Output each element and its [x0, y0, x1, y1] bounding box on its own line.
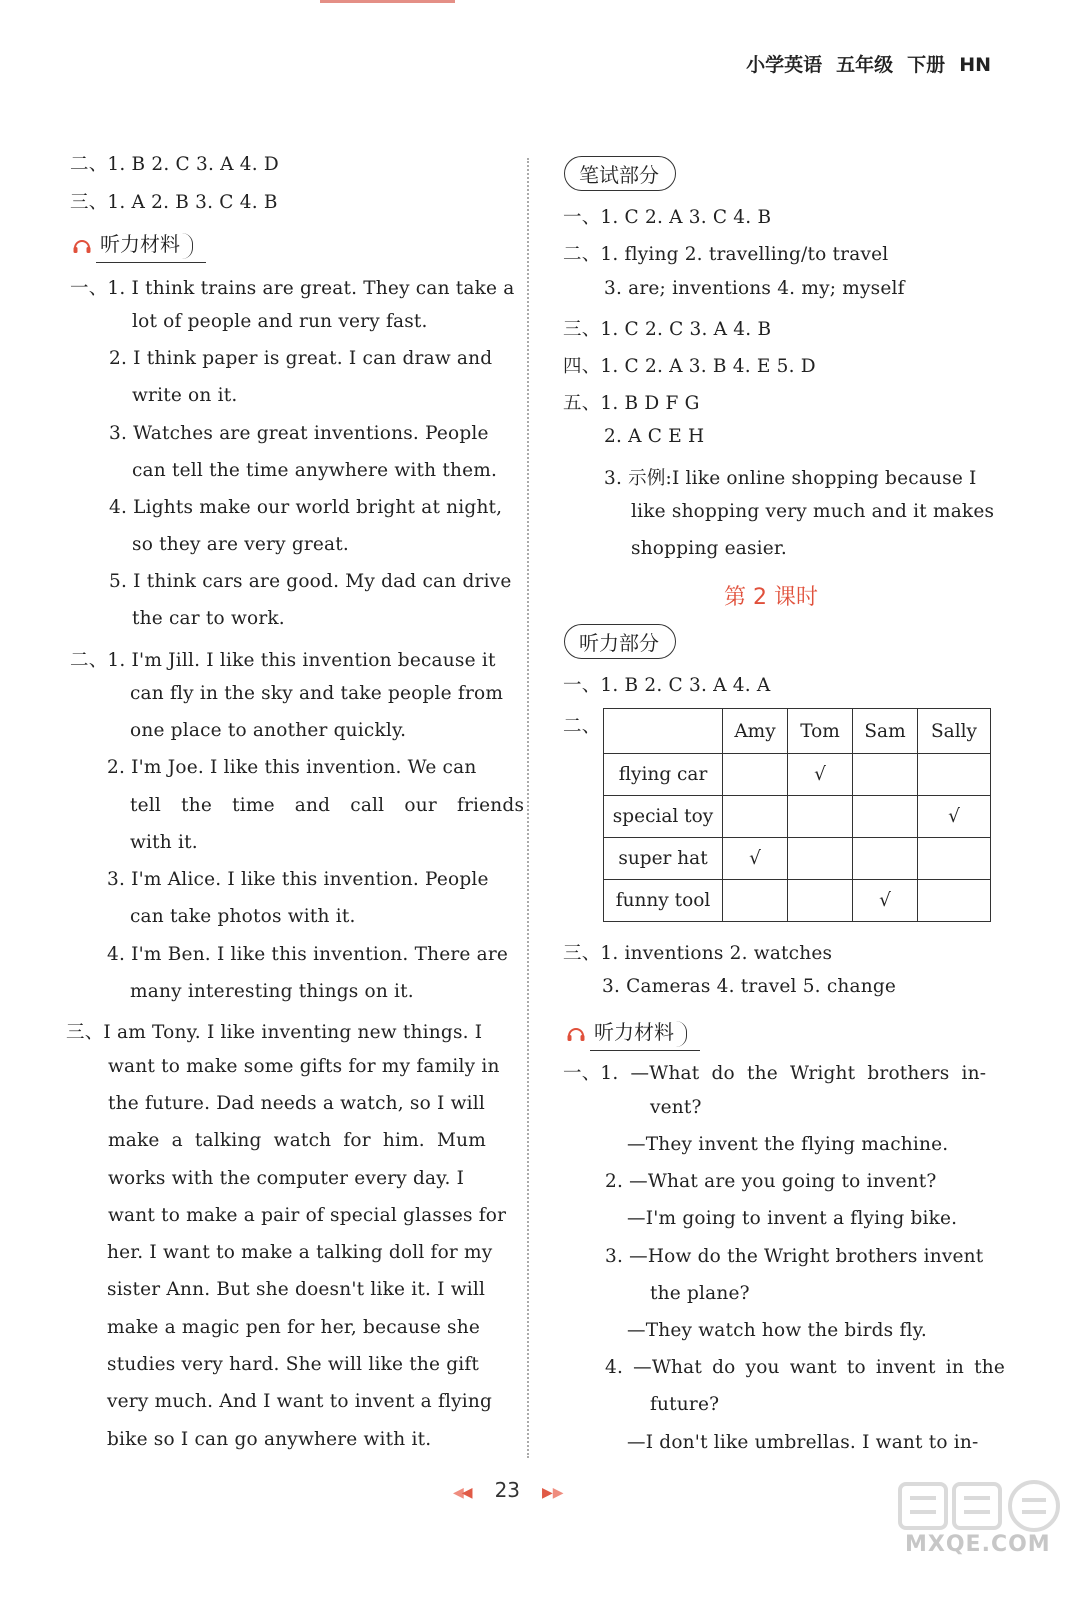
answer-line: 二、1. B 2. C 3. A 4. D	[70, 154, 279, 175]
table-cell: flying car	[604, 754, 723, 796]
headphone-icon	[566, 1024, 586, 1042]
table-cell: √	[918, 796, 991, 838]
text-line: —I don't like umbrellas. I want to in-	[627, 1432, 979, 1453]
header-grade: 五年级	[836, 54, 894, 76]
text-line: can fly in the sky and take people from	[130, 683, 504, 704]
text-line: the plane?	[650, 1283, 750, 1304]
text-line: 一、1. —What do the Wright brothers in-	[563, 1063, 987, 1084]
text-line: 二、1. I'm Jill. I like this invention because it	[70, 650, 496, 671]
table-header-cell: Tom	[788, 709, 853, 754]
next-arrow-icon[interactable]: ▶	[552, 1485, 562, 1501]
text-line: want to make some gifts for my family in	[108, 1056, 500, 1077]
lesson-heading: 第 2 课时	[724, 585, 818, 610]
table-cell	[918, 754, 991, 796]
header-edition: HN	[959, 54, 991, 76]
text-line: the future. Dad needs a watch, so I will	[108, 1093, 485, 1114]
table-header-cell: Amy	[723, 709, 788, 754]
text-line: her. I want to make a talking doll for my	[107, 1242, 493, 1263]
answer-line: 一、1. B 2. C 3. A 4. A	[563, 675, 771, 696]
text-line: 2. I'm Joe. I like this invention. We can	[107, 757, 477, 778]
text-line: 2. —What are you going to invent?	[605, 1171, 937, 1192]
table-cell: √	[788, 754, 853, 796]
watermark-text: MXQE.COM	[905, 1532, 1051, 1557]
table-cell: √	[723, 838, 788, 880]
table-cell: √	[853, 880, 918, 922]
table-header-cell: Sam	[853, 709, 918, 754]
table-cell	[918, 838, 991, 880]
table-label: 二、	[563, 716, 601, 737]
column-divider	[527, 158, 529, 1458]
text-line: 4. I'm Ben. I like this invention. There are	[107, 944, 509, 965]
text-line: 4. Lights make our world bright at night,	[109, 497, 503, 518]
answer-line: 3. 示例:I like online shopping because I	[604, 468, 977, 489]
text-line: 5. I think cars are good. My dad can drive	[109, 571, 512, 592]
answer-line: 二、1. flying 2. travelling/to travel	[563, 244, 889, 265]
text-line: lot of people and run very fast.	[132, 311, 428, 332]
tag-label: 听力材料	[594, 1020, 674, 1044]
text-line: can tell the time anywhere with them.	[132, 460, 498, 481]
text-line: can take photos with it.	[130, 906, 356, 927]
page-number-nav	[453, 1478, 562, 1502]
text-line: one place to another quickly.	[130, 720, 407, 741]
answer-line: 五、1. B D F G	[563, 393, 700, 414]
answer-line: 3. are; inventions 4. my; myself	[604, 278, 905, 299]
text-line: with it.	[130, 832, 198, 853]
answer-line: 3. Cameras 4. travel 5. change	[602, 976, 897, 997]
text-line: many interesting things on it.	[130, 981, 414, 1002]
table-cell	[853, 754, 918, 796]
listening-section-pill: 听力部分	[564, 624, 676, 659]
text-line: —They watch how the birds fly.	[627, 1320, 927, 1341]
text-line: make a talking watch for him. Mum	[108, 1130, 486, 1151]
table-header-cell: Sally	[918, 709, 991, 754]
table-cell: special toy	[604, 796, 723, 838]
headphone-icon	[72, 236, 92, 254]
answer-table	[603, 708, 991, 922]
table-cell	[723, 880, 788, 922]
text-line: 4. —What do you want to invent in the	[605, 1357, 1005, 1378]
table-cell	[853, 838, 918, 880]
text-line: write on it.	[132, 385, 238, 406]
table-row	[604, 754, 991, 796]
text-line: make a magic pen for her, because she	[107, 1317, 481, 1338]
answer-line: 三、1. inventions 2. watches	[563, 943, 833, 964]
written-section-pill: 笔试部分	[564, 156, 676, 191]
table-cell: funny tool	[604, 880, 723, 922]
header-volume: 下册	[907, 54, 946, 76]
text-line: bike so I can go anywhere with it.	[107, 1429, 432, 1450]
answer-line: 三、1. C 2. C 3. A 4. B	[563, 319, 772, 340]
top-accent-bar	[320, 0, 455, 3]
text-line: 3. Watches are great inventions. People	[109, 423, 489, 444]
header-subject: 小学英语	[746, 54, 823, 76]
text-line: 一、1. I think trains are great. They can take a	[70, 278, 515, 299]
table-cell	[788, 796, 853, 838]
text-line: 2. I think paper is great. I can draw and	[109, 348, 493, 369]
page-header	[732, 50, 991, 77]
listening-material-tag	[566, 1016, 687, 1047]
text-line: future?	[650, 1394, 720, 1415]
prev-arrow-icon[interactable]: ◀	[461, 1485, 473, 1501]
table-row	[604, 838, 991, 880]
table-cell	[853, 796, 918, 838]
text-line: 3. I'm Alice. I like this invention. People	[107, 869, 489, 890]
table-cell	[788, 880, 853, 922]
text-line: 三、I am Tony. I like inventing new things. I	[66, 1022, 483, 1043]
table-cell	[723, 796, 788, 838]
table-header-row	[604, 709, 991, 754]
answer-line: shopping easier.	[631, 538, 788, 559]
page-number: 23	[494, 1478, 521, 1502]
answer-line: 三、1. A 2. B 3. C 4. B	[70, 192, 278, 213]
answer-line: like shopping very much and it makes	[631, 501, 995, 522]
table-cell: super hat	[604, 838, 723, 880]
answer-line: 一、1. C 2. A 3. C 4. B	[563, 207, 772, 228]
text-line: —They invent the flying machine.	[627, 1134, 949, 1155]
text-line: 3. —How do the Wright brothers invent	[605, 1246, 984, 1267]
tag-label: 听力材料	[100, 232, 180, 256]
text-line: vent?	[650, 1097, 702, 1118]
answer-line: 四、1. C 2. A 3. B 4. E 5. D	[563, 356, 816, 377]
table-row	[604, 796, 991, 838]
text-line: works with the computer every day. I	[108, 1168, 465, 1189]
listening-material-tag	[72, 228, 193, 259]
next-arrow-icon[interactable]: ▶	[542, 1485, 553, 1501]
table-cell	[723, 754, 788, 796]
text-line: —I'm going to invent a flying bike.	[627, 1208, 958, 1229]
text-line: want to make a pair of special glasses for	[108, 1205, 507, 1226]
text-line: so they are very great.	[132, 534, 349, 555]
text-line: tell the time and call our friends	[130, 795, 525, 816]
text-line: studies very hard. She will like the gift	[107, 1354, 480, 1375]
table-cell	[604, 709, 723, 754]
text-line: sister Ann. But she doesn't like it. I will	[107, 1279, 486, 1300]
text-line: the car to work.	[132, 608, 285, 629]
answer-line: 2. A C E H	[604, 426, 705, 447]
table-row	[604, 880, 991, 922]
table-cell	[918, 880, 991, 922]
table-cell	[788, 838, 853, 880]
text-line: very much. And I want to invent a flying	[107, 1391, 493, 1412]
prev-arrow-icon[interactable]: ◀	[453, 1485, 462, 1501]
